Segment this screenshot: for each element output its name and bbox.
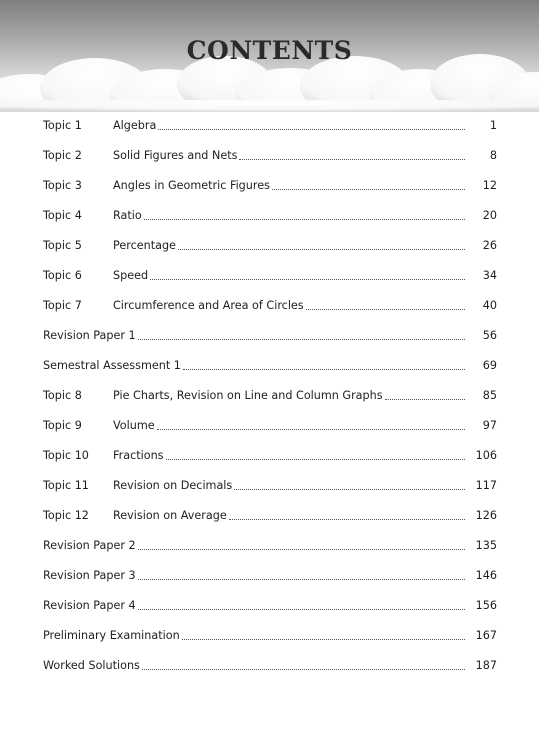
toc-entry-number: Topic 4 — [43, 208, 82, 222]
toc-entry-number: Topic 11 — [43, 478, 89, 492]
dot-leader — [234, 489, 465, 490]
toc-entry-title: Pie Charts, Revision on Line and Column Graphs — [113, 388, 383, 402]
toc-entry-page: 8 — [489, 148, 497, 162]
toc-entry[interactable] — [43, 170, 497, 200]
toc-entry-title: Speed — [113, 268, 149, 282]
toc-entry-title: Semestral Assessment 1 — [43, 358, 181, 372]
toc-entry[interactable] — [43, 500, 497, 530]
toc-entry-page: 146 — [475, 568, 497, 582]
toc-entry-page: 1 — [489, 118, 497, 132]
toc-entry[interactable] — [43, 110, 497, 140]
dot-leader — [142, 669, 465, 670]
toc-entry-page: 135 — [475, 538, 497, 552]
toc-entry-title: Fractions — [113, 448, 164, 462]
toc-entry-number: Topic 9 — [43, 418, 82, 432]
toc-entry-number: Topic 10 — [43, 448, 89, 462]
toc-entry-title: Circumference and Area of Circles — [113, 298, 304, 312]
dot-leader — [182, 639, 465, 640]
toc-entry-page: 156 — [475, 598, 497, 612]
toc-entry-title: Worked Solutions — [43, 658, 140, 672]
toc-entry-number: Topic 8 — [43, 388, 82, 402]
toc-entry[interactable] — [43, 650, 497, 680]
toc-entry[interactable] — [43, 320, 497, 350]
toc-entry-title: Ratio — [113, 208, 142, 222]
dot-leader — [239, 159, 465, 160]
toc-entry-number: Topic 5 — [43, 238, 82, 252]
dot-leader — [158, 129, 465, 130]
dot-leader — [138, 609, 465, 610]
toc-entry[interactable] — [43, 620, 497, 650]
toc-entry-title: Solid Figures and Nets — [113, 148, 238, 162]
toc-entry-title: Angles in Geometric Figures — [113, 178, 270, 192]
dot-leader — [150, 279, 465, 280]
toc-entry-title: Preliminary Examination — [43, 628, 180, 642]
toc-entry-page: 126 — [475, 508, 497, 522]
dot-leader — [138, 549, 465, 550]
toc-entry[interactable] — [43, 590, 497, 620]
toc-entry-number: Topic 1 — [43, 118, 82, 132]
toc-entry-page: 40 — [482, 298, 497, 312]
dot-leader — [138, 339, 465, 340]
dot-leader — [229, 519, 465, 520]
toc-entry[interactable] — [43, 200, 497, 230]
toc-entry[interactable] — [43, 350, 497, 380]
toc-entry[interactable] — [43, 560, 497, 590]
dot-leader — [157, 429, 465, 430]
toc-entry[interactable] — [43, 380, 497, 410]
toc-entry-title: Revision on Average — [113, 508, 227, 522]
page-title: CONTENTS — [186, 36, 353, 65]
toc-entry-page: 34 — [482, 268, 497, 282]
toc-entry-number: Topic 6 — [43, 268, 82, 282]
toc-entry-page: 106 — [475, 448, 497, 462]
dot-leader — [144, 219, 465, 220]
toc-entry-number: Topic 2 — [43, 148, 82, 162]
toc-entry[interactable] — [43, 470, 497, 500]
dot-leader — [138, 579, 465, 580]
toc-entry-number: Topic 7 — [43, 298, 82, 312]
dot-leader — [272, 189, 465, 190]
toc-entry-page: 26 — [482, 238, 497, 252]
dot-leader — [385, 399, 465, 400]
toc-entry-page: 85 — [482, 388, 497, 402]
toc-entry[interactable] — [43, 260, 497, 290]
toc-entry[interactable] — [43, 290, 497, 320]
toc-entry[interactable] — [43, 440, 497, 470]
toc-entry-title: Revision Paper 2 — [43, 538, 136, 552]
toc-entry-title: Revision Paper 1 — [43, 328, 136, 342]
toc-entry-title: Revision on Decimals — [113, 478, 233, 492]
table-of-contents — [43, 110, 497, 680]
toc-entry-page: 12 — [482, 178, 497, 192]
toc-entry[interactable] — [43, 410, 497, 440]
dot-leader — [183, 369, 465, 370]
dot-leader — [166, 459, 466, 460]
toc-entry-number: Topic 3 — [43, 178, 82, 192]
toc-entry-page: 117 — [475, 478, 497, 492]
dot-leader — [306, 309, 465, 310]
toc-entry-page: 56 — [482, 328, 497, 342]
toc-entry-number: Topic 12 — [43, 508, 89, 522]
toc-entry[interactable] — [43, 140, 497, 170]
toc-entry[interactable] — [43, 230, 497, 260]
toc-entry-title: Algebra — [113, 118, 157, 132]
toc-entry-title: Revision Paper 4 — [43, 598, 136, 612]
dot-leader — [178, 249, 465, 250]
toc-entry-page: 97 — [482, 418, 497, 432]
toc-entry-page: 167 — [475, 628, 497, 642]
toc-entry-page: 187 — [475, 658, 497, 672]
toc-entry-title: Percentage — [113, 238, 176, 252]
toc-entry-title: Volume — [113, 418, 155, 432]
toc-entry-page: 69 — [482, 358, 497, 372]
toc-entry[interactable] — [43, 530, 497, 560]
toc-entry-page: 20 — [482, 208, 497, 222]
toc-entry-title: Revision Paper 3 — [43, 568, 136, 582]
